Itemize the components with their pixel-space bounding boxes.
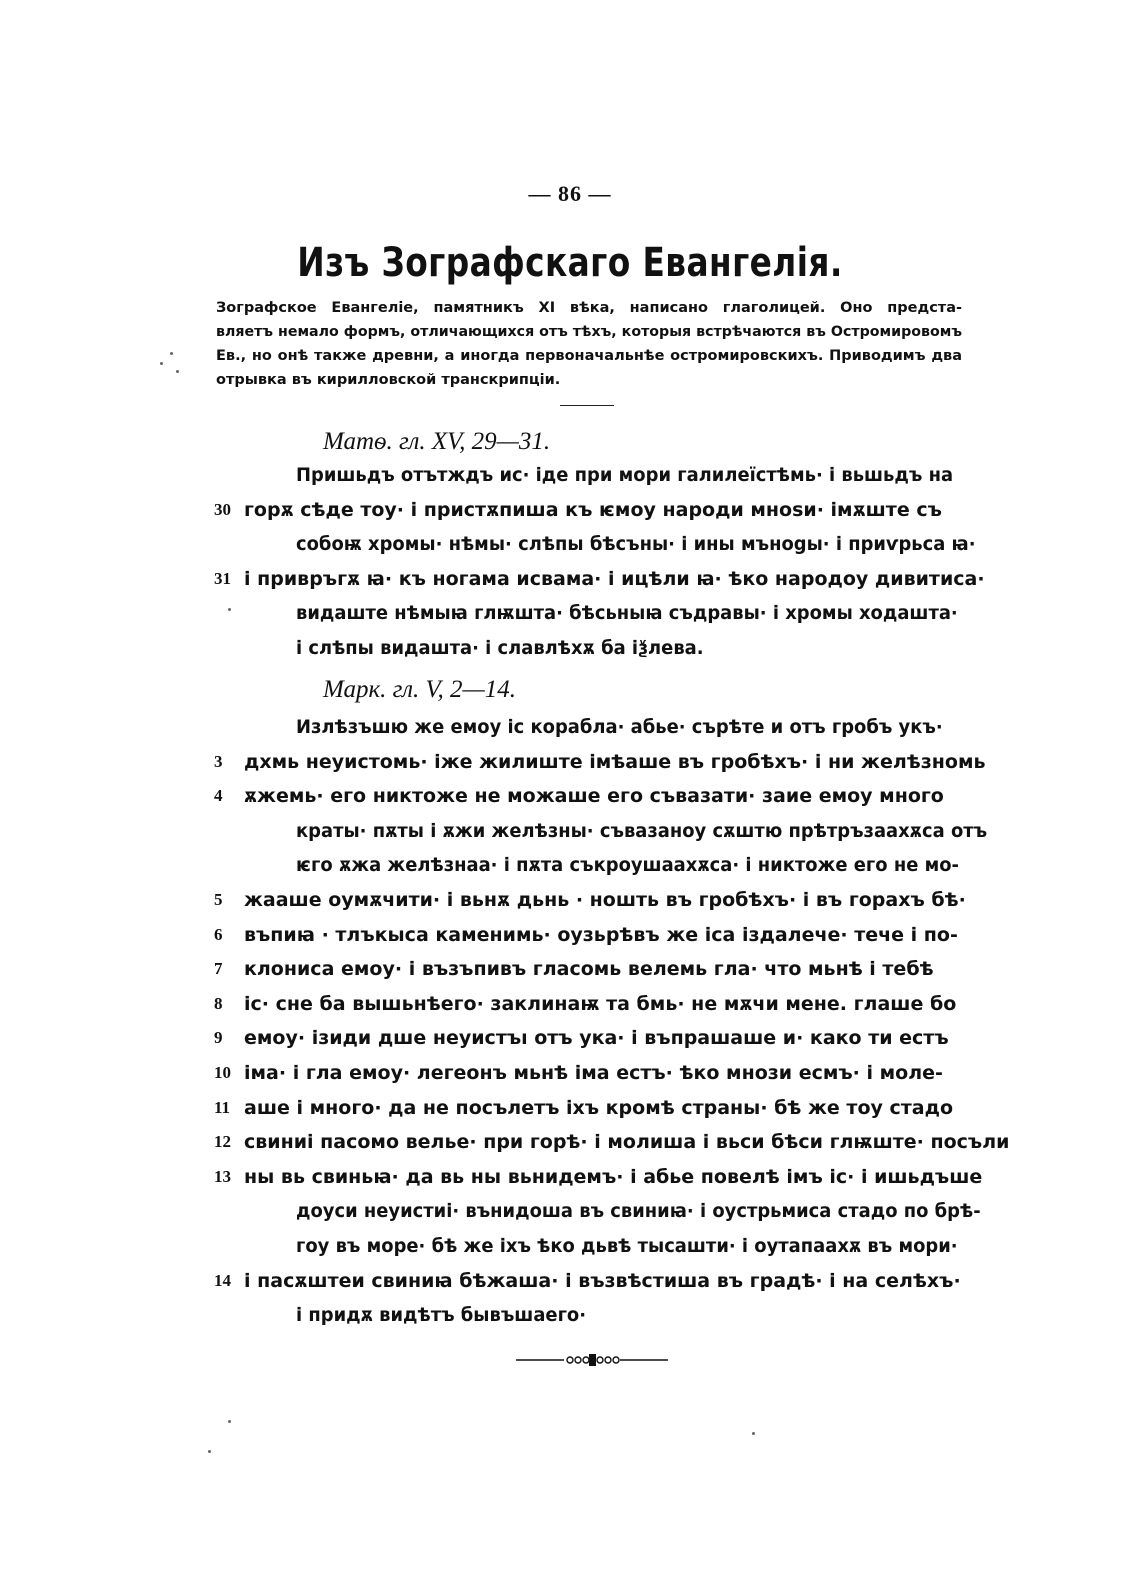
verse-number: 14	[214, 1270, 231, 1290]
scan-speck	[160, 362, 163, 365]
scan-speck	[228, 1420, 231, 1423]
line-text: собоѭ хромы· нѣмы· слѣпы бѣсъны· і ины мънogы· і приѵрьса ꙗ·	[296, 533, 976, 556]
verse-number: 3	[214, 751, 223, 771]
text-line	[200, 1160, 983, 1195]
line-text: іс· сне ба вышьнѣего· заклинаѭ та бмь· не мѫчи мене. глаше бо	[244, 992, 957, 1015]
text-line	[200, 1298, 980, 1333]
intro-paragraph	[216, 296, 962, 392]
line-text: видаште нѣмыꙗ глѭшта· бѣсьныꙗ съдравы· і хромы ходашта·	[296, 602, 958, 625]
verse-number: 30	[214, 499, 231, 519]
verse-number: 4	[214, 786, 223, 806]
line-text: і слѣпы видашта· і славлѣхѫ ба іѯлева.	[296, 636, 704, 659]
line-text: Излѣзъшю же емоу іс корабла· абье· сърѣте и отъ гробъ укъ·	[296, 716, 943, 738]
text-line	[200, 745, 986, 780]
text-line	[200, 1264, 980, 1299]
line-text: краты· пѫты і ѫжи желѣзны· съвазаноу сѫштю прѣтръзаахѫса отъ	[296, 819, 988, 842]
text-line	[200, 918, 980, 953]
verse-number: 13	[214, 1166, 231, 1186]
verse-number: 31	[214, 568, 231, 588]
verse-number: 5	[214, 889, 223, 909]
text-line	[200, 1091, 980, 1126]
line-text: емоу· ізиди дше неуистъı отъ ука· і въпрашаше и· како ти естъ	[244, 1027, 949, 1050]
line-text: гоу въ море· бѣ же іхъ ѣко дьвѣ тысашти· і оутапаахѫ въ мори·	[296, 1234, 958, 1257]
line-text: клониса емоу· і възъпивъ гласомь велемь гла· что мьнѣ і тебѣ	[244, 958, 934, 981]
end-ornament	[516, 1352, 668, 1368]
line-text: і придѫ видѣтъ бывъшаего·	[296, 1304, 587, 1327]
intro-line: вляетъ немало формъ, отличающихся отъ тѣхъ, которыя встрѣчаются въ Остромировомъ	[216, 324, 962, 340]
line-text: Пришьдъ отътждъ ис· іде при мори галилеїстѣмь· і вьшьдъ на	[296, 464, 954, 486]
verse-number: 8	[214, 993, 223, 1013]
line-text: і привръгѫ ꙗ· къ ногама исвама· і ицѣли ꙗ· ѣко народоу дивитиса·	[244, 567, 985, 590]
text-line	[200, 1229, 980, 1264]
text-line	[200, 987, 980, 1022]
line-text: ны вь свиньꙗ· да вь ны вьнидемъ· і абье повелѣ імъ іс· і ишьдъше	[244, 1165, 983, 1188]
text-line	[200, 1125, 1010, 1160]
passage-text	[200, 710, 1010, 1333]
text-line	[200, 631, 980, 666]
scan-speck	[752, 1432, 755, 1435]
text-line	[200, 779, 980, 814]
text-line	[200, 1021, 980, 1056]
intro-line: Ев., но онѣ также древни, а иногда первоначальнѣе остромировскихъ. Приводимъ два	[216, 348, 962, 364]
scan-speck	[208, 1450, 211, 1453]
text-line	[200, 883, 980, 918]
line-text: горѫ сѣде тоу· і пристѫпиша къ ѥмоу народи мноsи· імѫште съ	[244, 498, 942, 521]
text-line	[200, 458, 980, 493]
verse-number: 7	[214, 959, 223, 979]
line-text: іма· і гла емоу· легеонъ мьнѣ іма естъ· ѣко мнози есмъ· і моле-	[244, 1061, 943, 1084]
verse-number: 10	[214, 1062, 231, 1082]
page-title: Изъ Зографскаго Евангелія.	[297, 240, 843, 286]
scan-speck	[176, 370, 179, 373]
verse-number: 12	[214, 1132, 231, 1152]
text-line	[200, 814, 988, 849]
intro-line: отрывка въ кирилловской транскрипціи.	[216, 372, 561, 388]
text-line	[200, 848, 980, 883]
line-text: ѥго ѫжа желѣзнаа· і пѫта съкроушаахѫса· і никтоже его не мо-	[296, 854, 960, 877]
verse-number: 11	[214, 1097, 231, 1117]
text-line	[200, 493, 980, 528]
text-line	[200, 562, 985, 597]
line-text: доуси неуистиі· вънидоша въ свиниꙗ· і оустрьмиса стадо по брѣ-	[296, 1200, 981, 1223]
page-number: — 86 —	[528, 181, 612, 206]
text-line	[200, 952, 980, 987]
scan-speck	[170, 352, 173, 355]
text-line	[200, 1056, 980, 1091]
line-text: въпиꙗ · тлъкыса каменимь· оузьрѣвъ же іса іздалече· тече і по-	[244, 923, 958, 946]
scan-speck	[228, 608, 231, 611]
passage-reference: Матѳ. гл. XV, 29—31.	[323, 428, 551, 455]
text-line	[200, 1194, 980, 1229]
text-line	[200, 710, 980, 745]
verse-number: 6	[214, 924, 223, 944]
text-line	[200, 596, 980, 631]
line-text: дхмь неуистомь· іже жилиште імѣаше въ гробѣхъ· і ни желѣзномь	[244, 750, 986, 773]
text-line	[200, 527, 980, 562]
verse-number: 9	[214, 1028, 223, 1048]
line-text: свиниі пасомо велье· при горѣ· і молиша і вьси бѣси глѭште· посъли	[244, 1131, 1010, 1154]
passage-reference: Марк. гл. V, 2—14.	[323, 676, 517, 703]
line-text: жааше оумѫчити· і вьнѫ дьнь · ношть въ гробѣхъ· і въ горахъ бѣ·	[244, 888, 966, 911]
passage-text	[200, 458, 985, 666]
line-text: і пасѫштеи свиниꙗ бѣжаша· і възвѣстиша въ градѣ· і на селѣхъ·	[244, 1269, 961, 1292]
intro-line: Зографское Евангеліе, памятникъ XI вѣка, написано глаголицей. Оно предста-	[216, 300, 962, 316]
line-text: ѫжемь· его никтоже не можаше его съвазати· заие емоу много	[244, 785, 944, 808]
divider-rule	[560, 405, 614, 406]
line-text: аше і много· да не посълетъ іхъ кромѣ страны· бѣ же тоу стадо	[244, 1096, 953, 1119]
